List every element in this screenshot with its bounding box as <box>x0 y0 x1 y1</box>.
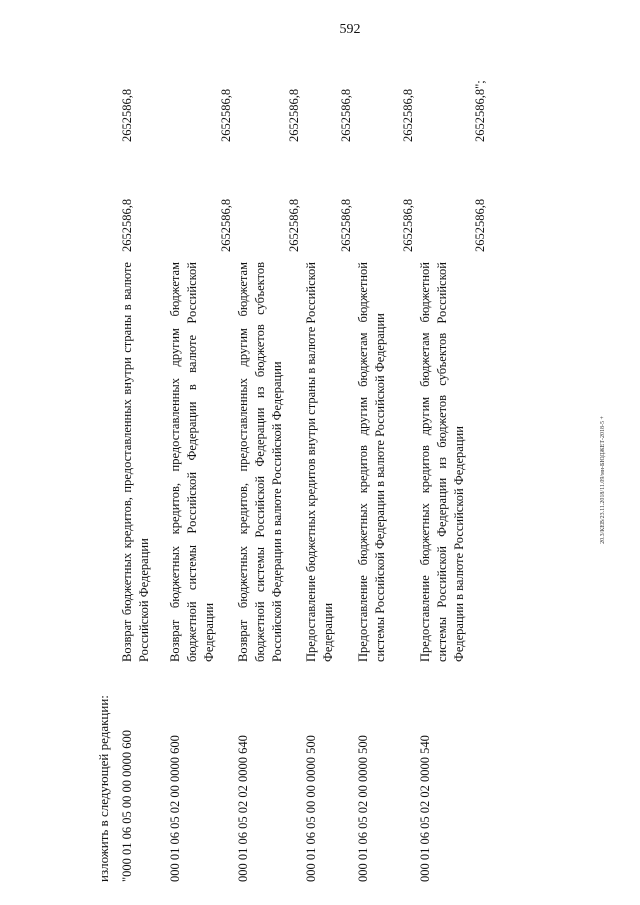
document-stamp <box>598 60 608 900</box>
row-value-1: 2652586,8 <box>219 198 233 252</box>
row-code: "000 01 06 05 00 00 0000 600 <box>120 730 134 882</box>
row-value-1: 2652586,8 <box>401 198 415 252</box>
row-name: Предоставление бюджетных кредитов другим бюджетам бюджетной системы Российской Федерации в валюте Российской Федерации <box>356 262 387 662</box>
row-code: 000 01 06 05 02 02 0000 640 <box>236 735 250 882</box>
table-row <box>119 32 167 882</box>
row-value-1: 2652586,8 <box>473 198 487 252</box>
row-value-2: 2652586,8"; <box>473 80 487 142</box>
rotated-content <box>95 42 565 882</box>
row-value-2: 2652586,8 <box>120 88 134 142</box>
row-value-1: 2652586,8 <box>287 198 301 252</box>
table-row <box>417 32 489 882</box>
row-value-2: 2652586,8 <box>219 88 233 142</box>
row-name: Возврат бюджетных кредитов, предоставленных другим бюджетам бюджетной системы Российской Федерации в валюте Российской Федерации <box>168 262 216 662</box>
table-row <box>303 32 355 882</box>
intro-text: изложить в следующей редакции: <box>96 695 111 882</box>
row-name: Возврат бюджетных кредитов, предоставленных внутри страны в валюте Российской Федерации <box>120 262 151 662</box>
row-value-2: 2652586,8 <box>287 88 301 142</box>
row-code: 000 01 06 05 00 00 0000 500 <box>304 735 318 882</box>
row-name: Предоставление бюджетных кредитов другим бюджетам бюджетной системы Российской Федерации из бюджетов субъектов Российской Федерации в валюте Российской Федерации <box>418 262 466 662</box>
row-code: 000 01 06 05 02 00 0000 600 <box>168 735 182 882</box>
row-name: Предоставление бюджетных кредитов внутри страны в валюте Российской Федерации <box>304 262 335 662</box>
table-row <box>235 32 303 882</box>
table-row <box>355 32 417 882</box>
row-code: 000 01 06 05 02 02 0000 540 <box>418 735 432 882</box>
row-value-2: 2652586,8 <box>339 88 353 142</box>
row-value-1: 2652586,8 <box>120 198 134 252</box>
row-value-1: 2652586,8 <box>339 198 353 252</box>
page-number: 592 <box>339 22 361 37</box>
document-stamp-text: 20.3/КЕВ/23.11.2018/11.09/мн-БЮДЖЕТ-2018-5 + <box>600 416 606 544</box>
row-name: Возврат бюджетных кредитов, предоставленных другим бюджетам бюджетной системы Российской Федерации из бюджетов субъектов Российской Федерации в валюте Российской Федерации <box>236 262 284 662</box>
table-row <box>167 32 235 882</box>
row-value-2: 2652586,8 <box>401 88 415 142</box>
budget-table <box>119 32 489 882</box>
row-code: 000 01 06 05 02 00 0000 500 <box>356 735 370 882</box>
